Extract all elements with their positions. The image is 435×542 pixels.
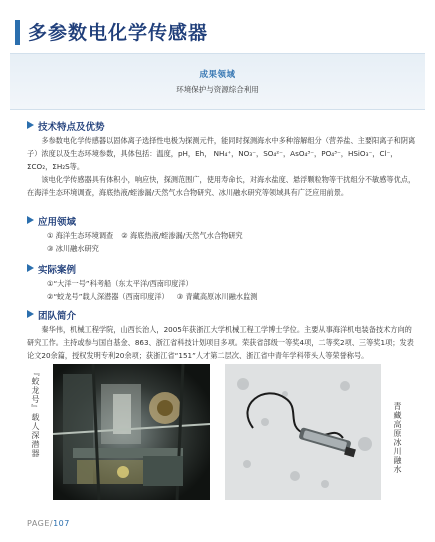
triangle-bullet-icon: [27, 264, 34, 272]
triangle-bullet-icon: [27, 310, 34, 318]
page-number: 107: [53, 519, 70, 528]
title-accent-bar: [15, 20, 20, 45]
title-block: [15, 14, 420, 50]
glacier-sensor-photo: [225, 364, 381, 500]
features-paragraph-1: 多参数电化学传感器以固体离子选择性电极为探测元件，能同时探测海水中多种溶解组分（营养盐、主要阳离子和阴离子）浓度以及生态环境参数，具体包括：温度，pH，Eh， NH₄⁺，NO₃⁻，SO₄²⁻，AsO₄³⁻，PO₄³⁻，HSiO₃⁻，Cl⁻，ΣCO₂，ΣH₂S等。: [27, 136, 416, 171]
page-footer: [27, 519, 70, 528]
list-item: ①“大洋一号”科考船（东太平洋/西南印度洋）: [47, 279, 193, 288]
achievement-field-heading: 成果领域: [199, 70, 236, 80]
page-title: 多参数电化学传感器: [28, 22, 209, 44]
list-item: ③ 青藏高原冰川融水监测: [176, 292, 258, 301]
list-item: ③ 冰川融水研究: [47, 244, 99, 253]
features-paragraph-2: 该电化学传感器具有体积小，响应快，探测范围广，使用寿命长，对海水盐度、悬浮颗粒物等干扰组分不敏感等优点，在海洋生态环境调查，海底热液/蛭渗漏/天然气水合物研究、冰川融水研究等领域具有广泛应用前景。: [27, 175, 416, 197]
list-item: ② 海底热液/蛭渗漏/天然气水合物研究: [121, 231, 243, 240]
section-label: 团队简介: [38, 311, 77, 322]
left-photo-caption: 『蛟龙号』载人深潜器: [31, 368, 40, 458]
team-paragraph: 秦华伟，机械工程学院，山西长治人，2005年获浙江大学机械工程工学博士学位。主要从事海洋机电装备技术方向的研究工作。主持或参与国自基金、863、浙江省科技计划项目多项。荣获省部级一等奖4项，二等奖2项、三等奖1项；发表论文20余篇，授权发明专利20余项；获浙江省“151”人才第二层次、浙江省中青年学科带头人等荣誉称号。: [27, 325, 414, 360]
triangle-bullet-icon: [27, 216, 34, 224]
achievement-field-panel: [10, 53, 425, 110]
section-label: 技术特点及优势: [38, 122, 105, 133]
cases-list: [47, 277, 417, 303]
triangle-bullet-icon: [27, 121, 34, 129]
section-label: 应用领域: [38, 217, 77, 228]
footer-prefix: PAGE/: [27, 519, 54, 528]
applications-list: [47, 229, 417, 255]
list-item: ① 海洋生态环境调查: [47, 231, 114, 240]
list-item: ②“蛟龙号”载人深潜器（西南印度洋）: [47, 292, 169, 301]
submersible-photo: [53, 364, 210, 500]
right-photo-caption: 青藏高原冰川融水: [393, 402, 402, 474]
section-label: 实际案例: [38, 265, 77, 276]
achievement-field-value: 环境保护与资源综合利用: [176, 85, 259, 94]
